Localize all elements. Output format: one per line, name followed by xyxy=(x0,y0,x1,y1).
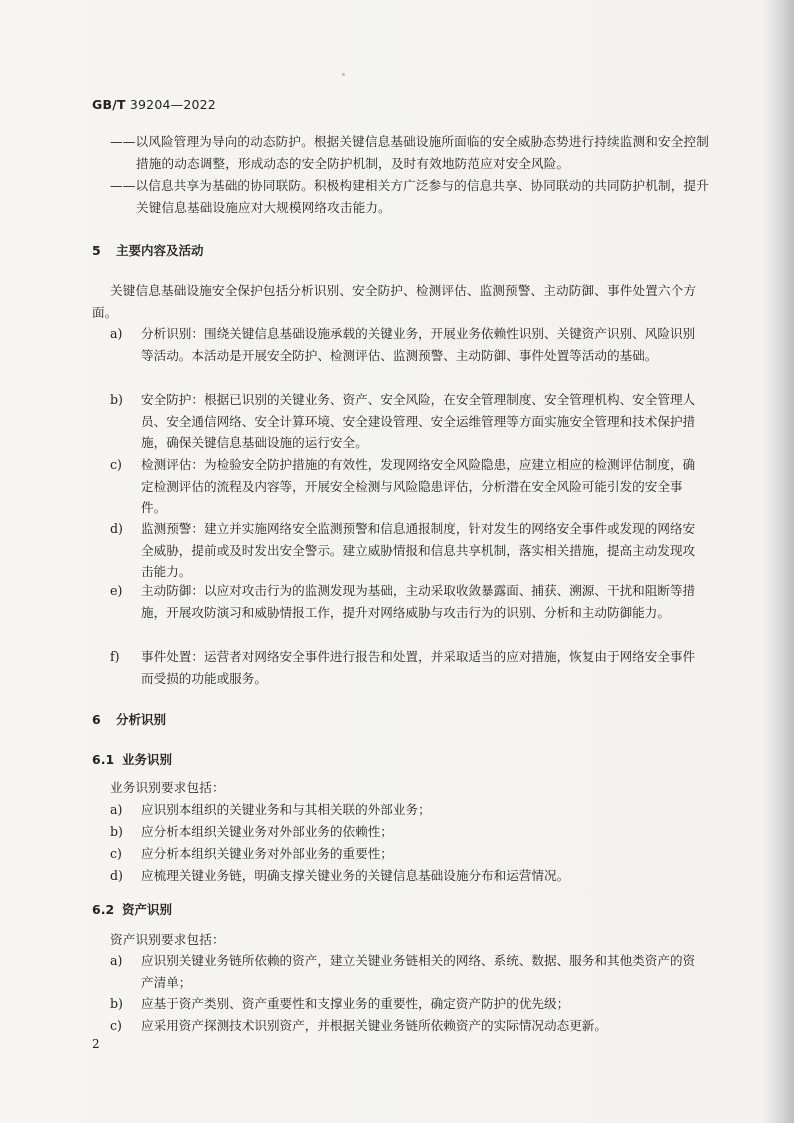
item-label: f) xyxy=(110,649,120,664)
item-label: c) xyxy=(110,1018,122,1033)
item-label: c) xyxy=(110,846,122,861)
standard-code: GB/T xyxy=(92,97,126,112)
section-5-item-e xyxy=(92,580,712,646)
item-text: 事件处置：运营者对网络安全事件进行报告和处置，并采取适当的应对措施，恢复由于网络安全事件而受损的功能或服务。 xyxy=(141,649,696,686)
section-6-number: 6 xyxy=(92,712,101,727)
section-6-1-number: 6.1 xyxy=(92,752,115,767)
item-label: d) xyxy=(110,521,123,536)
item-label: b) xyxy=(110,824,123,839)
section-6-1-title: 业务识别 xyxy=(122,752,173,767)
section-5-item-a xyxy=(92,323,712,389)
item-label: b) xyxy=(110,996,123,1011)
item-text: 应识别本组织的关键业务和与其相关联的外部业务； xyxy=(141,802,431,817)
item-text: 应分析本组织关键业务对外部业务的重要性； xyxy=(141,846,393,861)
section-6-2-number: 6.2 xyxy=(92,902,115,917)
item-label: b) xyxy=(110,392,123,407)
intro-item-1-text: ——以风险管理为导向的动态防护。根据关键信息基础设施所面临的安全威胁态势进行持续监测和安全控制措施的动态调整，形成动态的安全防护机制，及时有效地防范应对安全风险。 xyxy=(110,134,709,171)
section-5-intro: 关键信息基础设施安全保护包括分析识别、安全防护、检测评估、监测预警、主动防御、事件处置六个方面。 xyxy=(92,283,697,320)
standard-header xyxy=(92,97,216,112)
section-6-1-item-a xyxy=(92,799,712,821)
scan-speck xyxy=(342,73,345,76)
item-text: 主动防御：以应对攻击行为的监测发现为基础，主动采取收敛暴露面、捕获、溯源、干扰和阻断等措施，开展攻防演习和威胁情报工作，提升对网络威胁与攻击行为的识别、分析和主动防御能力。 xyxy=(141,583,696,620)
standard-number: 39204—2022 xyxy=(125,97,216,112)
intro-item-2 xyxy=(110,175,710,218)
item-text: 应识别关键业务链所依赖的资产，建立关键业务链相关的网络、系统、数据、服务和其他类资产的资产清单； xyxy=(141,953,696,990)
section-5-heading xyxy=(92,241,204,259)
section-6-1-item-b xyxy=(92,821,712,843)
section-6-1-item-c xyxy=(92,843,712,865)
section-5-title: 主要内容及活动 xyxy=(116,243,204,258)
intro-item-2-text: ——以信息共享为基础的协同联防。积极构建相关方广泛参与的信息共享、协同联动的共同防护机制，提升关键信息基础设施应对大规模网络攻击能力。 xyxy=(110,178,709,215)
section-5-item-c xyxy=(92,454,712,520)
section-6-title: 分析识别 xyxy=(116,712,167,727)
section-6-2-item-b xyxy=(92,993,712,1015)
section-6-2-title: 资产识别 xyxy=(122,902,173,917)
item-text: 应采用资产探测技术识别资产，并根据关键业务链所依赖资产的实际情况动态更新。 xyxy=(141,1018,607,1033)
section-5-item-b xyxy=(92,389,712,455)
section-6-2-heading xyxy=(92,900,172,918)
item-label: e) xyxy=(110,583,123,598)
intro-item-1 xyxy=(110,131,710,174)
section-5-number: 5 xyxy=(92,243,101,258)
item-label: d) xyxy=(110,868,123,883)
section-6-2-item-c xyxy=(92,1015,712,1037)
item-text: 分析识别：围绕关键信息基础设施承载的关键业务，开展业务依赖性识别、关键资产识别、风险识别等活动。本活动是开展安全防护、检测评估、监测预警、主动防御、事件处置等活动的基础。 xyxy=(141,326,696,363)
page-number: 2 xyxy=(92,1037,100,1051)
item-label: a) xyxy=(110,953,123,968)
item-label: c) xyxy=(110,457,122,472)
section-6-1-item-d xyxy=(92,865,712,887)
item-text: 监测预警：建立并实施网络安全监测预警和信息通报制度，针对发生的网络安全事件或发现的网络安全威胁，提前或及时发出安全警示。建立威胁情报和信息共享机制，落实相关措施，提高主动发现攻击能力。 xyxy=(141,521,696,579)
section-6-1-intro: 业务识别要求包括： xyxy=(110,780,225,795)
section-5-item-d xyxy=(92,518,712,584)
item-text: 应基于资产类别、资产重要性和支撑业务的重要性，确定资产防护的优先级； xyxy=(141,996,570,1011)
section-6-2-intro: 资产识别要求包括： xyxy=(110,932,225,947)
item-text: 应梳理关键业务链，明确支撑关键业务的关键信息基础设施分布和运营情况。 xyxy=(141,868,570,883)
section-6-heading xyxy=(92,710,166,728)
section-6-2-item-a xyxy=(92,950,712,994)
item-label: a) xyxy=(110,326,123,341)
item-text: 应分析本组织关键业务对外部业务的依赖性； xyxy=(141,824,393,839)
item-text: 检测评估：为检验安全防护措施的有效性，发现网络安全风险隐患，应建立相应的检测评估制度，确定检测评估的流程及内容等，开展安全检测与风险隐患评估，分析潜在安全风险可能引发的安全事件。 xyxy=(141,457,696,515)
item-label: a) xyxy=(110,802,123,817)
item-text: 安全防护：根据已识别的关键业务、资产、安全风险，在安全管理制度、安全管理机构、安全管理人员、安全通信网络、安全计算环境、安全建设管理、安全运维管理等方面实施安全管理和技术保护措施，确保关键信息基础设施的运行安全。 xyxy=(141,392,696,450)
section-5-item-f xyxy=(92,646,712,690)
section-6-1-heading xyxy=(92,750,172,768)
